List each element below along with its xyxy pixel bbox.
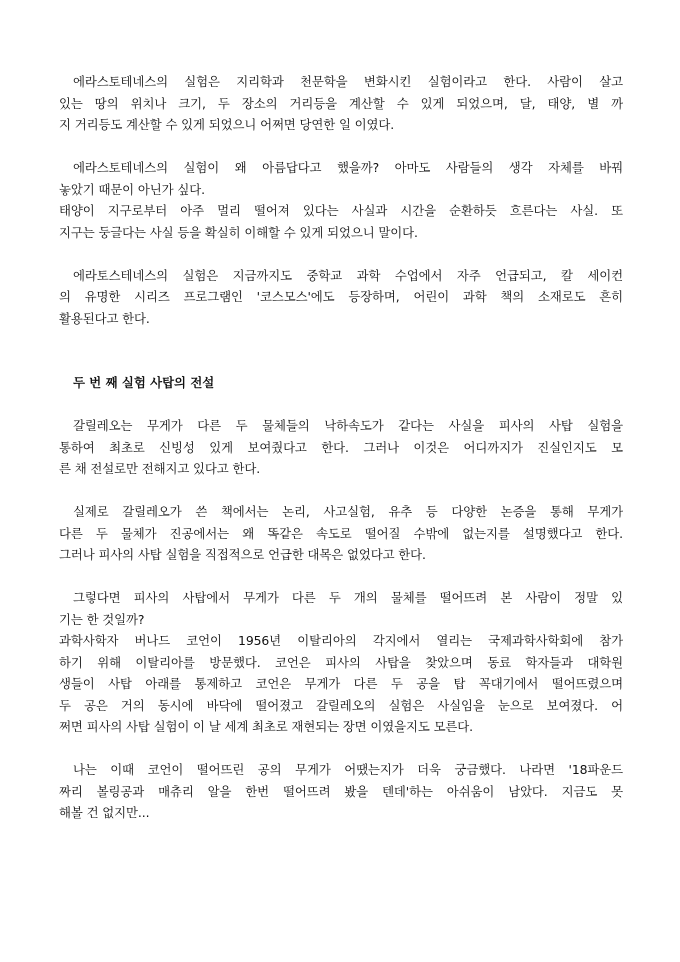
paragraph-6 — [59, 587, 623, 738]
paragraph-gap — [59, 136, 623, 158]
text-line: 지구는 둥글다는 사실 등을 확실히 이해할 수 있게 되었으니 말이다. — [59, 224, 418, 240]
text-line: 에라토스테네스의 실험은 지금까지도 중학교 과학 수업에서 자주 언급되고, 칼 세이컨 — [73, 267, 623, 283]
paragraph-gap — [59, 394, 623, 416]
paragraph-1 — [59, 71, 623, 136]
text-line: 과학사학자 버나드 코언이 1956년 이탈리아의 각지에서 열리는 국제과학사학회에 참가 — [59, 633, 623, 648]
text-line: 두 공은 거의 동시에 바닥에 떨어졌고 갈릴레오의 실험은 사실임을 눈으로 보여졌다. 어 — [59, 697, 623, 713]
paragraph-gap — [59, 738, 623, 760]
text-line: 쩌면 피사의 사탑 실험이 이 날 세계 최초로 재현되는 장면 이였을지도 모른다. — [59, 719, 474, 734]
text-line: 그러나 피사의 사탑 실험을 직접적으로 언급한 대목은 없었다고 한다. — [59, 547, 426, 562]
text-line: 하기 위해 이탈리아를 방문했다. 코언은 피사의 사탑을 찾았으며 동료 학자들과 대학원 — [59, 654, 623, 670]
text-line: 활용된다고 한다. — [59, 310, 150, 326]
text-line: 른 채 전설로만 전해지고 있다고 한다. — [59, 461, 261, 476]
paragraph-gap — [59, 243, 623, 265]
paragraph-4 — [59, 415, 623, 480]
text-line: 통하여 최초로 신빙성 있게 보여줬다고 한다. 그러나 이것은 어디까지가 진실인지도 모 — [59, 439, 623, 455]
paragraph-5 — [59, 501, 623, 566]
paragraph-2 — [59, 157, 623, 243]
text-line: 태양이 지구로부터 아주 멀리 떨어져 있다는 사실과 시간을 순환하듯 흐른다는 사실. 또 — [59, 203, 623, 218]
paragraph-gap — [59, 351, 623, 373]
text-line: 생들이 사탑 아래를 통제하고 코언은 무게가 다른 두 공을 탑 꼭대기에서 떨어뜨렸으며 — [59, 676, 623, 691]
paragraph-3 — [59, 265, 623, 330]
text-line: 해볼 건 없지만... — [59, 805, 150, 820]
text-line: 에라스토테네스의 실험이 왜 아름답다고 했을까? 아마도 사람들의 생각 자체를 바꿔 — [73, 160, 623, 175]
text-line: 에라스토테네스의 실험은 지리학과 천문학을 변화시킨 실험이라고 한다. 사람이 살고 — [73, 74, 623, 89]
paragraph-gap — [59, 566, 623, 588]
text-line: 다른 두 물체가 진공에서는 왜 똑같은 속도로 떨어질 수밖에 없는지를 설명했다고 한다. — [59, 525, 623, 541]
section-heading: 두 번 째 실험 사탑의 전설 — [73, 375, 215, 390]
paragraph-gap — [59, 329, 623, 351]
paragraph-7 — [59, 759, 623, 824]
text-line: 놓았기 때문이 아닌가 싶다. — [59, 181, 205, 197]
text-line: 지 거리등도 계산할 수 있게 되었으니 어쩌면 당연한 일 이였다. — [59, 117, 395, 132]
text-line: 있는 땅의 위치나 크기, 두 장소의 거리등을 계산할 수 있게 되었으며, 달, 태양, 별 까 — [59, 95, 623, 111]
text-line: 의 유명한 시리즈 프로그램인 '코스모스'에도 등장하며, 어린이 과학 책의 소재로도 흔히 — [59, 289, 623, 304]
text-line: 짜리 볼링공과 매츄리 알을 한번 떨어뜨려 봤을 텐데'하는 아쉬움이 남았다. 지금도 못 — [59, 783, 623, 799]
text-line: 실제로 갈릴레오가 쓴 책에서는 논리, 사고실험, 유추 등 다양한 논증을 통해 무게가 — [73, 504, 623, 519]
text-line: 나는 이때 코언이 떨어뜨린 공의 무게가 어땠는지가 더욱 궁금했다. 나라면 '18파운드 — [73, 762, 623, 777]
text-line: 기는 한 것일까? — [59, 611, 145, 627]
text-line: 갈릴레오는 무게가 다른 두 물체들의 낙하속도가 같다는 사실을 피사의 사탑 실험을 — [73, 418, 623, 433]
document-page — [59, 71, 623, 824]
paragraph-gap — [59, 480, 623, 502]
text-line: 그렇다면 피사의 사탑에서 무게가 다른 두 개의 물체를 떨어뜨려 본 사람이 정말 있 — [73, 590, 623, 605]
